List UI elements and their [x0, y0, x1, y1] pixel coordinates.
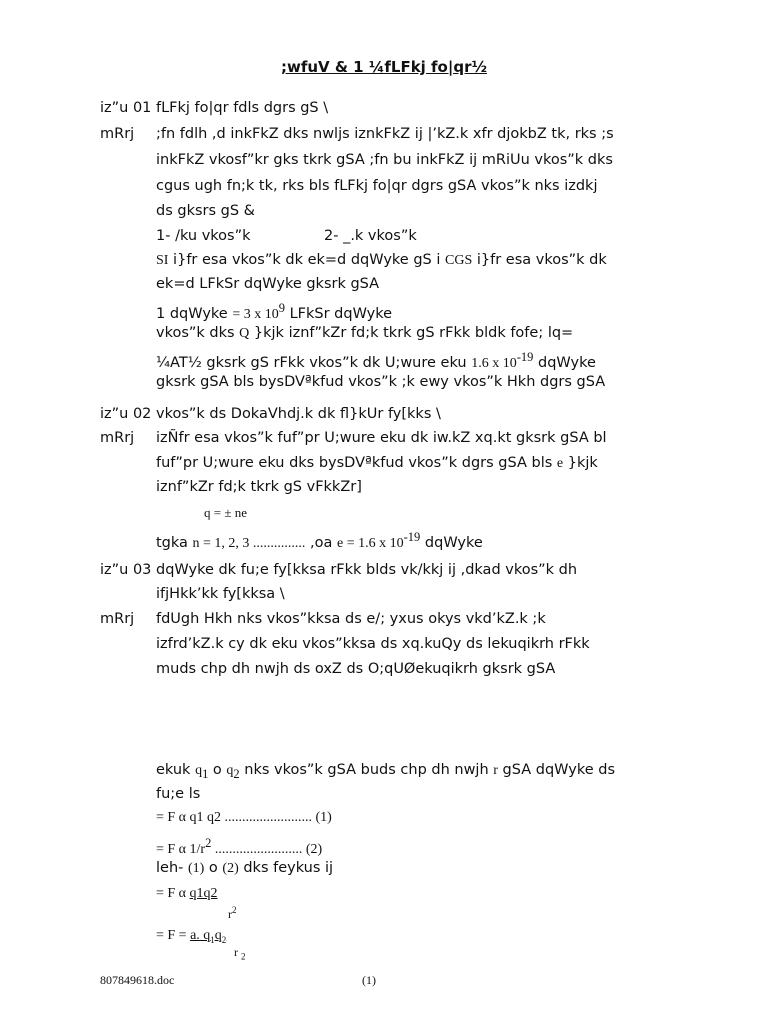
unit-line-2: ek=d LFkSr dqWyke gksrk gSA [156, 276, 380, 292]
charge-types-1: 1- /ku vkos”k [156, 228, 251, 244]
equation-3: = F α q1q2 [156, 886, 218, 901]
question-1 [100, 98, 328, 118]
answer-2-line-2: fuf”pr U;wure eku dks bysDVªkfud vkos”k dgrs gSA bls e }kjk [156, 455, 598, 471]
question-1-label: iz”u 01 [100, 100, 152, 116]
answer-3-line-1: mRrj fdUgh Hkh nks vkos”kksa ds e/; yxus okys vkd’kZ.k ;k [100, 611, 546, 627]
answer-3-label: mRrj [100, 611, 135, 627]
question-3-label: iz”u 03 [100, 562, 152, 578]
conversion-line: 1 dqWyke = 3 x $10^9$ LFkSr dqWyke [156, 301, 393, 322]
answer-2-label: mRrj [100, 430, 135, 446]
answer-1-label: mRrj [100, 126, 135, 142]
answer-1-text: ;fn fdlh ,d inkFkZ dks nwljs iznkFkZ ij |’kZ.k xfr djokbZ tk, rks ;s [156, 126, 614, 142]
equation-4-numerator: a. $q_1q_2$ [190, 928, 227, 945]
answer-1-line-4: ds gksrs gS & [156, 203, 255, 219]
charge-types-2: 2- _.k vkos”k [324, 228, 417, 244]
equation-3-denominator: $r^2$ [228, 905, 237, 921]
question-1-text: fLFkj fo|qr fdls dgrs gS \ [156, 100, 329, 116]
question-3 [100, 560, 577, 580]
chapter-title: ;wfuV & 1 ¼fLFkj fo|qr½ [280, 58, 488, 76]
combine-line: leh- (1) o (2) dks feykus ij [156, 860, 334, 876]
question-2-text: vkos”k ds DokaVhdj.k dk fl}kUr fy[kks \ [156, 406, 441, 422]
question-3-text: dqWyke dk fu;e fy[kksa rFkk blds vk/kkj ij ,dkad vkos”k dh [156, 562, 578, 578]
footer-filename: 807849618.doc [100, 973, 175, 987]
unit-line-1: SI i}fr esa vkos”k dk ek=d dqWyke gS i CGS i}fr esa vkos”k dk [156, 252, 607, 268]
equation-2: = F α $1/r^2$ ......................... (2) [156, 836, 323, 857]
answer-1-line-2: inkFkZ vkosf”kr gks tkrk gSA ;fn bu inkFkZ ij mRiUu vkos”k dks [156, 152, 613, 168]
answer-1-line-1 [100, 124, 713, 144]
answer-3-law: fu;e ls [156, 786, 201, 802]
footer-page-number: (1) [362, 973, 376, 987]
answer-2-line-1: mRrj izÑfr esa vkos”k fuf”pr U;wure eku dk iw.kZ xq.kt gksrk gSA bl [100, 430, 607, 446]
question-3-text-2: ifjHkk’kk fy[kksa \ [156, 586, 285, 602]
answer-3-let: ekuk $q_1$ o $q_2$ nks vkos”k gSA buds chp dh nwjh r gSA dqWyke ds [156, 762, 615, 781]
equation-4: = F = a. $q_1q_2$ [156, 928, 227, 945]
equation-1: = F α q1 q2 ......................... (1) [156, 810, 332, 825]
answer-2-where: tgka n = 1, 2, 3 ............... ,oa e = 1.6 x $10^{-19}$ dqWyke [156, 530, 483, 551]
question-2 [100, 404, 441, 424]
quantization-formula: q = ± ne [204, 505, 247, 520]
answer-2-line-3: iznf”kZr fd;k tkrk gS vFkkZr] [156, 479, 362, 495]
equation-3-numerator: q1q2 [189, 886, 218, 901]
answer-1-line-9: ¼AT½ gksrk gS rFkk vkos”k dk U;wure eku 1.6 x $10^{-19}$ dqWyke [156, 350, 596, 371]
answer-3-line-2: izfrd’kZ.k cy dk eku vkos”kksa ds xq.kuQy ds lekuqikrh rFkk [156, 636, 590, 652]
answer-1-line-3: cgus ugh fn;k tk, rks bls fLFkj fo|qr dgrs gSA vkos”k nks izdkj [156, 178, 598, 194]
answer-1-line-10: gksrk gSA bls bysDVªkfud vkos”k ;k ewy vkos”k Hkh dgrs gSA [156, 374, 606, 390]
question-2-label: iz”u 02 [100, 406, 152, 422]
equation-4-denominator: r $_2$ [234, 945, 246, 962]
answer-1-line-8: vkos”k dks Q }kjk iznf”kZr fd;k tkrk gS rFkk bldk fofe; lq= [156, 325, 574, 341]
answer-3-line-3: muds chp dh nwjh ds oxZ ds O;qUØekuqikrh gksrk gSA [156, 661, 556, 677]
